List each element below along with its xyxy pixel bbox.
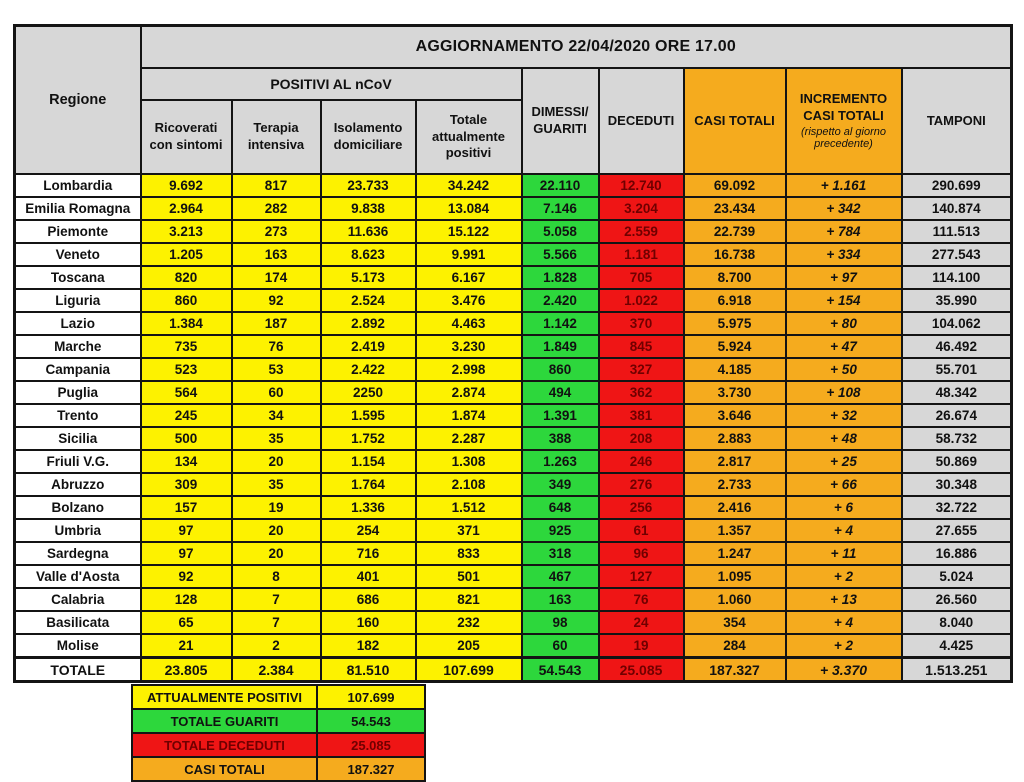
table-row: [15, 450, 1012, 473]
region-name: Campania: [15, 358, 141, 381]
table-row: [15, 197, 1012, 220]
table-row: [15, 588, 1012, 611]
cell-incremento: + 97: [786, 266, 902, 289]
cell-tamponi: 4.425: [902, 634, 1012, 658]
cell-terapia-intensiva: 273: [232, 220, 321, 243]
cell-deceduti: 845: [599, 335, 684, 358]
cell-dimessi-guariti: 54.543: [522, 658, 599, 682]
title-row: [15, 26, 1012, 69]
table-row: [15, 473, 1012, 496]
cell-tamponi: 30.348: [902, 473, 1012, 496]
column-header-ricoverati: Ricoverati con sintomi: [141, 100, 232, 174]
cell-ricoverati: 134: [141, 450, 232, 473]
region-name: Umbria: [15, 519, 141, 542]
column-header-dimessi-guariti: DIMESSI/ GUARITI: [522, 68, 599, 174]
table-row: [15, 335, 1012, 358]
cell-isolamento: 401: [321, 565, 416, 588]
table-row: [15, 634, 1012, 658]
table-row: [15, 427, 1012, 450]
cell-deceduti: 2.559: [599, 220, 684, 243]
table-row: [15, 312, 1012, 335]
cell-terapia-intensiva: 8: [232, 565, 321, 588]
cell-totale-positivi: 232: [416, 611, 522, 634]
cell-ricoverati: 309: [141, 473, 232, 496]
cell-terapia-intensiva: 53: [232, 358, 321, 381]
cell-ricoverati: 1.384: [141, 312, 232, 335]
page-title: AGGIORNAMENTO 22/04/2020 ORE 17.00: [141, 26, 1012, 69]
column-header-terapia-intensiva: Terapia intensiva: [232, 100, 321, 174]
cell-isolamento: 2.524: [321, 289, 416, 312]
cell-tamponi: 58.732: [902, 427, 1012, 450]
cell-incremento: + 66: [786, 473, 902, 496]
cell-deceduti: 12.740: [599, 174, 684, 197]
cell-tamponi: 55.701: [902, 358, 1012, 381]
cell-dimessi-guariti: 494: [522, 381, 599, 404]
cell-totale-positivi: 205: [416, 634, 522, 658]
cell-incremento: + 342: [786, 197, 902, 220]
cell-tamponi: 8.040: [902, 611, 1012, 634]
cell-tamponi: 26.674: [902, 404, 1012, 427]
region-name: Bolzano: [15, 496, 141, 519]
cell-incremento: + 1.161: [786, 174, 902, 197]
cell-ricoverati: 3.213: [141, 220, 232, 243]
cell-ricoverati: 245: [141, 404, 232, 427]
region-name: Puglia: [15, 381, 141, 404]
cell-tamponi: 27.655: [902, 519, 1012, 542]
cell-ricoverati: 1.205: [141, 243, 232, 266]
region-name: Calabria: [15, 588, 141, 611]
table-row: [15, 519, 1012, 542]
cell-casi-totali: 2.883: [684, 427, 786, 450]
cell-casi-totali: 1.095: [684, 565, 786, 588]
cell-tamponi: 1.513.251: [902, 658, 1012, 682]
cell-terapia-intensiva: 60: [232, 381, 321, 404]
cell-isolamento: 254: [321, 519, 416, 542]
region-name: Piemonte: [15, 220, 141, 243]
region-name: Molise: [15, 634, 141, 658]
cell-ricoverati: 735: [141, 335, 232, 358]
cell-isolamento: 11.636: [321, 220, 416, 243]
column-header-totale-positivi: Totale attualmente positivi: [416, 100, 522, 174]
cell-isolamento: 1.764: [321, 473, 416, 496]
cell-deceduti: 61: [599, 519, 684, 542]
region-name: Lombardia: [15, 174, 141, 197]
region-name: Lazio: [15, 312, 141, 335]
cell-casi-totali: 2.416: [684, 496, 786, 519]
cell-tamponi: 277.543: [902, 243, 1012, 266]
cell-ricoverati: 2.964: [141, 197, 232, 220]
cell-incremento: + 50: [786, 358, 902, 381]
cell-tamponi: 32.722: [902, 496, 1012, 519]
region-name: Marche: [15, 335, 141, 358]
cell-ricoverati: 92: [141, 565, 232, 588]
cell-casi-totali: 354: [684, 611, 786, 634]
legend-row: [132, 757, 425, 781]
cell-ricoverati: 820: [141, 266, 232, 289]
cell-dimessi-guariti: 7.146: [522, 197, 599, 220]
region-name: Basilicata: [15, 611, 141, 634]
cell-casi-totali: 69.092: [684, 174, 786, 197]
cell-casi-totali: 8.700: [684, 266, 786, 289]
cell-dimessi-guariti: 388: [522, 427, 599, 450]
legend-value: 107.699: [317, 685, 425, 709]
cell-incremento: + 3.370: [786, 658, 902, 682]
cell-casi-totali: 22.739: [684, 220, 786, 243]
cell-casi-totali: 1.060: [684, 588, 786, 611]
cell-deceduti: 127: [599, 565, 684, 588]
summary-legend-body: [132, 685, 425, 781]
cell-isolamento: 182: [321, 634, 416, 658]
cell-incremento: + 4: [786, 519, 902, 542]
region-name: Emilia Romagna: [15, 197, 141, 220]
cell-dimessi-guariti: 349: [522, 473, 599, 496]
cell-dimessi-guariti: 925: [522, 519, 599, 542]
cell-totale-positivi: 1.308: [416, 450, 522, 473]
cell-dimessi-guariti: 98: [522, 611, 599, 634]
cell-dimessi-guariti: 1.828: [522, 266, 599, 289]
cell-ricoverati: 97: [141, 519, 232, 542]
cell-terapia-intensiva: 19: [232, 496, 321, 519]
cell-casi-totali: 3.730: [684, 381, 786, 404]
table-row: [15, 542, 1012, 565]
cell-isolamento: 2.892: [321, 312, 416, 335]
cell-terapia-intensiva: 7: [232, 611, 321, 634]
cell-terapia-intensiva: 35: [232, 427, 321, 450]
cell-incremento: + 154: [786, 289, 902, 312]
cell-totale-positivi: 15.122: [416, 220, 522, 243]
cell-isolamento: 5.173: [321, 266, 416, 289]
cell-isolamento: 1.595: [321, 404, 416, 427]
summary-legend: [131, 684, 426, 782]
cell-isolamento: 716: [321, 542, 416, 565]
table-row: [15, 243, 1012, 266]
cell-deceduti: 256: [599, 496, 684, 519]
cell-tamponi: 48.342: [902, 381, 1012, 404]
cell-dimessi-guariti: 2.420: [522, 289, 599, 312]
cell-casi-totali: 5.924: [684, 335, 786, 358]
legend-label: CASI TOTALI: [132, 757, 317, 781]
cell-deceduti: 1.022: [599, 289, 684, 312]
cell-deceduti: 381: [599, 404, 684, 427]
cell-dimessi-guariti: 1.391: [522, 404, 599, 427]
cell-terapia-intensiva: 2.384: [232, 658, 321, 682]
region-name: Liguria: [15, 289, 141, 312]
cell-terapia-intensiva: 2: [232, 634, 321, 658]
cell-terapia-intensiva: 174: [232, 266, 321, 289]
cell-totale-positivi: 501: [416, 565, 522, 588]
cell-tamponi: 114.100: [902, 266, 1012, 289]
cell-incremento: + 80: [786, 312, 902, 335]
region-name: Toscana: [15, 266, 141, 289]
cell-incremento: + 784: [786, 220, 902, 243]
cell-tamponi: 26.560: [902, 588, 1012, 611]
cell-incremento: + 47: [786, 335, 902, 358]
table-row: [15, 496, 1012, 519]
cell-deceduti: 24: [599, 611, 684, 634]
cell-tamponi: 111.513: [902, 220, 1012, 243]
region-name: Abruzzo: [15, 473, 141, 496]
cell-dimessi-guariti: 5.058: [522, 220, 599, 243]
cell-isolamento: 160: [321, 611, 416, 634]
cell-ricoverati: 97: [141, 542, 232, 565]
cell-terapia-intensiva: 163: [232, 243, 321, 266]
cell-deceduti: 370: [599, 312, 684, 335]
cell-totale-positivi: 107.699: [416, 658, 522, 682]
cell-isolamento: 23.733: [321, 174, 416, 197]
region-name: Valle d'Aosta: [15, 565, 141, 588]
cell-terapia-intensiva: 187: [232, 312, 321, 335]
cell-casi-totali: 6.918: [684, 289, 786, 312]
cell-ricoverati: 157: [141, 496, 232, 519]
cell-totale-positivi: 2.874: [416, 381, 522, 404]
cell-incremento: + 108: [786, 381, 902, 404]
legend-label: TOTALE GUARITI: [132, 709, 317, 733]
cell-casi-totali: 2.817: [684, 450, 786, 473]
cell-totale-positivi: 821: [416, 588, 522, 611]
cell-incremento: + 13: [786, 588, 902, 611]
cell-casi-totali: 187.327: [684, 658, 786, 682]
cell-tamponi: 140.874: [902, 197, 1012, 220]
region-name: TOTALE: [15, 658, 141, 682]
cell-tamponi: 50.869: [902, 450, 1012, 473]
cell-terapia-intensiva: 35: [232, 473, 321, 496]
cell-isolamento: 8.623: [321, 243, 416, 266]
cell-isolamento: 2250: [321, 381, 416, 404]
cell-deceduti: 208: [599, 427, 684, 450]
table-header: [15, 26, 1012, 175]
cell-totale-positivi: 833: [416, 542, 522, 565]
table-row: [15, 289, 1012, 312]
cell-incremento: + 2: [786, 634, 902, 658]
table-row: [15, 404, 1012, 427]
cell-isolamento: 686: [321, 588, 416, 611]
legend-value: 54.543: [317, 709, 425, 733]
cell-terapia-intensiva: 20: [232, 450, 321, 473]
legend-label: ATTUALMENTE POSITIVI: [132, 685, 317, 709]
legend-row: [132, 685, 425, 709]
cell-isolamento: 1.336: [321, 496, 416, 519]
table-body: [15, 174, 1012, 682]
cell-totale-positivi: 3.230: [416, 335, 522, 358]
cell-dimessi-guariti: 1.849: [522, 335, 599, 358]
cell-incremento: + 25: [786, 450, 902, 473]
cell-dimessi-guariti: 60: [522, 634, 599, 658]
cell-dimessi-guariti: 22.110: [522, 174, 599, 197]
cell-casi-totali: 23.434: [684, 197, 786, 220]
legend-row: [132, 733, 425, 757]
incremento-label: INCREMENTO CASI TOTALI: [799, 90, 888, 123]
cell-ricoverati: 523: [141, 358, 232, 381]
cell-isolamento: 1.154: [321, 450, 416, 473]
cell-isolamento: 9.838: [321, 197, 416, 220]
cell-ricoverati: 9.692: [141, 174, 232, 197]
legend-row: [132, 709, 425, 733]
legend-label: TOTALE DECEDUTI: [132, 733, 317, 757]
cell-incremento: + 32: [786, 404, 902, 427]
cell-casi-totali: 3.646: [684, 404, 786, 427]
cell-totale-positivi: 2.998: [416, 358, 522, 381]
cell-incremento: + 11: [786, 542, 902, 565]
cell-terapia-intensiva: 282: [232, 197, 321, 220]
column-header-casi-totali: CASI TOTALI: [684, 68, 786, 174]
cell-dimessi-guariti: 163: [522, 588, 599, 611]
legend-value: 25.085: [317, 733, 425, 757]
cell-isolamento: 81.510: [321, 658, 416, 682]
column-group-positivi-ncov: POSITIVI AL nCoV: [141, 68, 522, 100]
cell-tamponi: 16.886: [902, 542, 1012, 565]
table-row: [15, 358, 1012, 381]
table-row: [15, 611, 1012, 634]
group-header-row: [15, 68, 1012, 100]
column-header-isolamento: Isolamento domiciliare: [321, 100, 416, 174]
cell-dimessi-guariti: 648: [522, 496, 599, 519]
cell-ricoverati: 21: [141, 634, 232, 658]
table-row: [15, 220, 1012, 243]
legend-value: 187.327: [317, 757, 425, 781]
cell-terapia-intensiva: 34: [232, 404, 321, 427]
region-name: Sicilia: [15, 427, 141, 450]
cell-dimessi-guariti: 860: [522, 358, 599, 381]
table-row: [15, 266, 1012, 289]
cell-deceduti: 76: [599, 588, 684, 611]
cell-deceduti: 3.204: [599, 197, 684, 220]
cell-dimessi-guariti: 5.566: [522, 243, 599, 266]
column-header-deceduti: DECEDUTI: [599, 68, 684, 174]
cell-tamponi: 290.699: [902, 174, 1012, 197]
cell-deceduti: 705: [599, 266, 684, 289]
cell-casi-totali: 5.975: [684, 312, 786, 335]
cell-totale-positivi: 34.242: [416, 174, 522, 197]
cell-totale-positivi: 13.084: [416, 197, 522, 220]
table-row: [15, 381, 1012, 404]
cell-tamponi: 46.492: [902, 335, 1012, 358]
region-name: Friuli V.G.: [15, 450, 141, 473]
cell-ricoverati: 23.805: [141, 658, 232, 682]
cell-tamponi: 5.024: [902, 565, 1012, 588]
cell-incremento: + 4: [786, 611, 902, 634]
incremento-note: (rispetto al giorno precedente): [801, 125, 886, 151]
cell-terapia-intensiva: 20: [232, 542, 321, 565]
cell-deceduti: 362: [599, 381, 684, 404]
cell-ricoverati: 65: [141, 611, 232, 634]
cell-incremento: + 2: [786, 565, 902, 588]
region-name: Veneto: [15, 243, 141, 266]
table-row: [15, 565, 1012, 588]
cell-tamponi: 35.990: [902, 289, 1012, 312]
cell-totale-positivi: 2.108: [416, 473, 522, 496]
cell-terapia-intensiva: 92: [232, 289, 321, 312]
cell-dimessi-guariti: 1.263: [522, 450, 599, 473]
cell-ricoverati: 564: [141, 381, 232, 404]
cell-deceduti: 25.085: [599, 658, 684, 682]
cell-isolamento: 2.422: [321, 358, 416, 381]
cell-dimessi-guariti: 318: [522, 542, 599, 565]
cell-terapia-intensiva: 817: [232, 174, 321, 197]
cell-casi-totali: 1.357: [684, 519, 786, 542]
cell-deceduti: 327: [599, 358, 684, 381]
cell-casi-totali: 284: [684, 634, 786, 658]
cell-tamponi: 104.062: [902, 312, 1012, 335]
cell-casi-totali: 16.738: [684, 243, 786, 266]
column-header-tamponi: TAMPONI: [902, 68, 1012, 174]
covid-region-table: [13, 24, 1013, 683]
cell-terapia-intensiva: 20: [232, 519, 321, 542]
column-header-regione: Regione: [15, 26, 141, 175]
cell-incremento: + 6: [786, 496, 902, 519]
cell-dimessi-guariti: 467: [522, 565, 599, 588]
cell-deceduti: 1.181: [599, 243, 684, 266]
cell-ricoverati: 128: [141, 588, 232, 611]
cell-deceduti: 96: [599, 542, 684, 565]
cell-totale-positivi: 1.874: [416, 404, 522, 427]
column-header-incremento: [786, 68, 902, 174]
cell-ricoverati: 500: [141, 427, 232, 450]
cell-terapia-intensiva: 76: [232, 335, 321, 358]
cell-deceduti: 19: [599, 634, 684, 658]
cell-incremento: + 334: [786, 243, 902, 266]
cell-casi-totali: 4.185: [684, 358, 786, 381]
cell-isolamento: 2.419: [321, 335, 416, 358]
cell-casi-totali: 1.247: [684, 542, 786, 565]
cell-totale-positivi: 3.476: [416, 289, 522, 312]
region-name: Sardegna: [15, 542, 141, 565]
cell-incremento: + 48: [786, 427, 902, 450]
cell-deceduti: 276: [599, 473, 684, 496]
region-name: Trento: [15, 404, 141, 427]
cell-totale-positivi: 371: [416, 519, 522, 542]
cell-totale-positivi: 9.991: [416, 243, 522, 266]
cell-isolamento: 1.752: [321, 427, 416, 450]
cell-totale-positivi: 2.287: [416, 427, 522, 450]
cell-totale-positivi: 6.167: [416, 266, 522, 289]
cell-dimessi-guariti: 1.142: [522, 312, 599, 335]
total-row: [15, 658, 1012, 682]
cell-ricoverati: 860: [141, 289, 232, 312]
table-row: [15, 174, 1012, 197]
cell-totale-positivi: 1.512: [416, 496, 522, 519]
cell-deceduti: 246: [599, 450, 684, 473]
cell-casi-totali: 2.733: [684, 473, 786, 496]
cell-terapia-intensiva: 7: [232, 588, 321, 611]
cell-totale-positivi: 4.463: [416, 312, 522, 335]
